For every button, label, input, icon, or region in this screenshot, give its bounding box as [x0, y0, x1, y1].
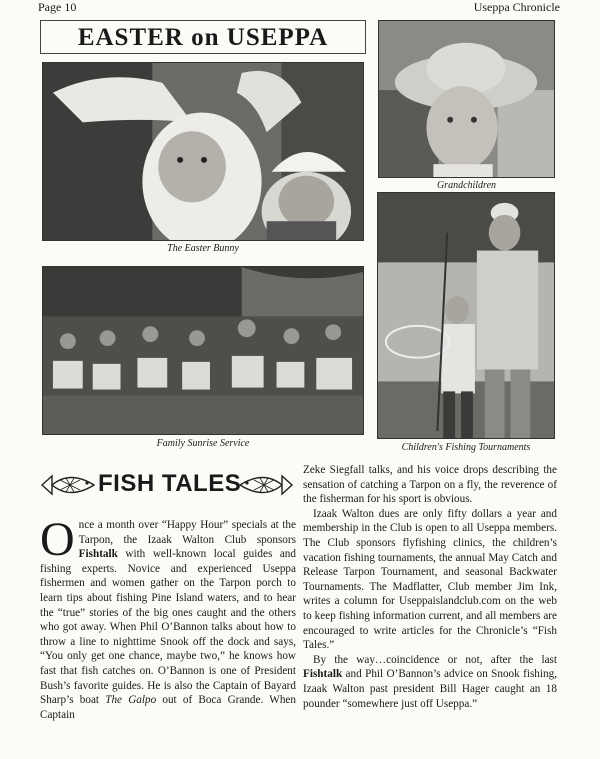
drop-cap: O	[40, 513, 75, 566]
fish-tales-column-2	[303, 463, 557, 711]
fish-tales-column-1	[40, 513, 296, 722]
fishing-tournaments-photo	[377, 192, 555, 439]
grandchildren-caption: Grandchildren	[436, 180, 497, 191]
easter-bunny-photo	[42, 62, 364, 241]
article-paragraph: Izaak Walton dues are only fifty dollars a year and membership in the Club is open to all Useppa members. The Club sponsors flyfishing clinics, the children’s vacation fishing tournaments, the annual May Catch and Release Tarpon Tournament, and seasonal Backwater Tournaments. The Madflatter, Club member Jim Ink, writes a column for Useppaislandclub.com on the web to keep fishing information current, and all members are encouraged to write articles for the Chronicle’s “Fish Tales.”	[303, 507, 557, 652]
article-text: out of Boca Grande. When Captain	[40, 694, 296, 721]
fish-left-icon	[40, 468, 96, 502]
article-paragraph: Zeke Siegfall talks, and his voice drops describing the sensation of catching a Tarpon on a fly, the reverence of the fisherman for his sport is obvious.	[303, 464, 557, 506]
fish-tales-title: FISH TALES	[98, 470, 242, 497]
publication-name: Useppa Chronicle	[473, 0, 560, 14]
article-bold-text: Fishtalk	[78, 548, 118, 561]
article-paragraph	[40, 513, 296, 722]
article-text: and Phil O’Bannon’s advice on Snook fishing, Izaak Walton past president Bill Hager caught an 18 pounder “somewhere just off Useppa.”	[303, 668, 557, 710]
boat-name: The Galpo	[105, 694, 157, 707]
fish-tales-heading	[40, 464, 294, 506]
sunrise-service-photo	[42, 266, 364, 435]
article-text: When Phil O’Bannon talks about how to throw a line to nighttime Snook off the dock and says, “You only get one chance, maybe two,” he knows how fast that fish catches on. O’Bannon is one of President Bush’s favorite guides. He is also the Captain of Bayard Sharp’s boat	[40, 621, 296, 707]
easter-bunny-caption: The Easter Bunny	[167, 243, 239, 254]
fish-right-icon	[238, 468, 294, 502]
page-number: Page 10	[38, 0, 77, 14]
article-paragraph	[303, 653, 557, 711]
article-text: nce a month over “Happy Hour” specials at the Tarpon, the Izaak Walton Club sponsors	[78, 519, 296, 546]
fishing-tournaments-caption: Children's Fishing Tournaments	[401, 442, 531, 453]
article-text: with well-known local guides and fishing experts. Novice and experienced Useppa fishermen and women gather on the Tarpon porch to learn tips about fishing Pine Island waters, and to hear the “true” stories of the big ones caught and the others who got away.	[40, 548, 296, 634]
page-header	[38, 0, 560, 14]
sunrise-service-caption: Family Sunrise Service	[156, 438, 250, 449]
article-bold-text: Fishtalk	[303, 668, 343, 681]
grandchildren-photo	[378, 20, 555, 178]
page-title: EASTER on USEPPA	[40, 20, 366, 54]
article-text: By the way…coincidence or not, after the last	[313, 653, 557, 666]
